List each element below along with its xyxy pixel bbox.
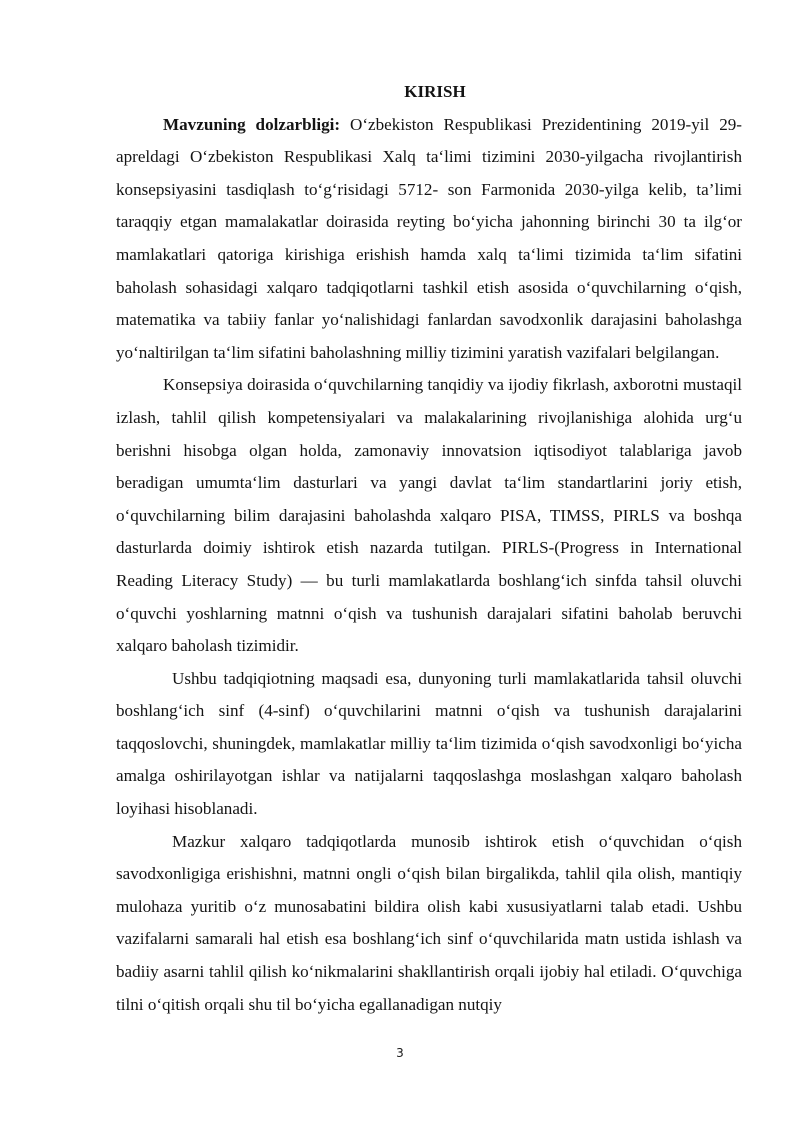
paragraph-concept [116, 369, 742, 662]
paragraph-text: Ushbu tadqiqiotning maqsadi esa, dunyoning turli mamlakatlarida tahsil oluvchi boshlangʻich sinf (4-sinf) oʻquvchilarini matnni oʻqish va tushunish darajalarini taqqoslovchi, shuningdek, mamlakatlar milliy taʻlim tizimida oʻqish savodxonligi boʻyicha amalga oshirilayotgan ishlar va natijalarni taqqoslashga moslashgan xalqaro baholash loyihasi hisoblanadi. [116, 668, 742, 819]
paragraph-text: Oʻzbekiston Respublikasi Prezidentining 2019-yil 29-apreldagi Oʻzbekiston Respublikasi Xalq taʻlimi tizimini 2030-yilgacha rivojlantirish konsepsiyasini tasdiqlash toʻgʻrisidagi 5712- son Farmonida 2030-yilga kelib, ta’limi taraqqiy etgan mamalakatlar doirasida reyting boʻyicha jahonning birinchi 30 ta ilgʻor mamlakatlari qatoriga kirishiga erishish hamda xalq taʻlimi tizimida taʻlim sifatini baholash sohasidagi xalqaro tadqiqotlarni tashkil etish asosida oʻquvchilarning oʻqish, matematika va tabiiy fanlar yoʻnalishidagi fanlardan savodxonlik darajasini baholashga yoʻnaltirilgan taʻlim sifatini baholashning milliy tizimini yaratish vazifalari belgilangan. [116, 114, 742, 362]
paragraph-text: Mazkur xalqaro tadqiqotlarda munosib ishtirok etish oʻquvchidan oʻqish savodxonligiga erishishni, matnni ongli oʻqish bilan birgalikda, tahlil qila olish, mantiqiy mulohaza yuritib oʻz munosabatini bildira olish kabi xususiyatlarni talab etadi. Ushbu vazifalarni samarali hal etish esa boshlangʻich sinf oʻquvchilarida matn ustida ishlash va badiiy asarni tahlil qilish koʻnikmalarini shakllantirish orqali ijobiy hal etiladi. Oʻquvchiga tilni oʻqitish orqali shu til boʻyicha egallanadigan nutqiy [116, 831, 742, 1014]
page-content [116, 76, 742, 1021]
section-heading: KIRISH [404, 82, 466, 101]
paragraph-research-goal [116, 663, 742, 826]
paragraph-international-studies [116, 826, 742, 1022]
paragraph-relevance [116, 109, 742, 370]
paragraph-text: Konsepsiya doirasida oʻquvchilarning tanqidiy va ijodiy fikrlash, axborotni mustaqil izlash, tahlil qilish kompetensiyalari va malakalarining rivojlanishiga alohida urgʻu berishni hisobga olgan holda, zamonaviy innovatsion iqtisodiyot talablariga javob beradigan umumtaʻlim dasturlari va yangi davlat taʻlim standartlarini joriy etish, oʻquvchilarning bilim darajasini baholashda xalqaro PISA, TIMSS, PIRLS va boshqa dasturlarda doimiy ishtirok etish nazarda tutilgan. PIRLS-(Progress in International Reading Literacy Study) — bu turli mamlakatlarda boshlangʻich sinfda tahsil oluvchi oʻquvchi yoshlarning matnni oʻqish va tushunish darajalari sifatini baholab beruvchi xalqaro baholash tizimidir. [116, 375, 742, 656]
paragraph-lead: Mavzuning dolzarbligi: [163, 114, 341, 134]
page-number: 3 [396, 1046, 404, 1060]
